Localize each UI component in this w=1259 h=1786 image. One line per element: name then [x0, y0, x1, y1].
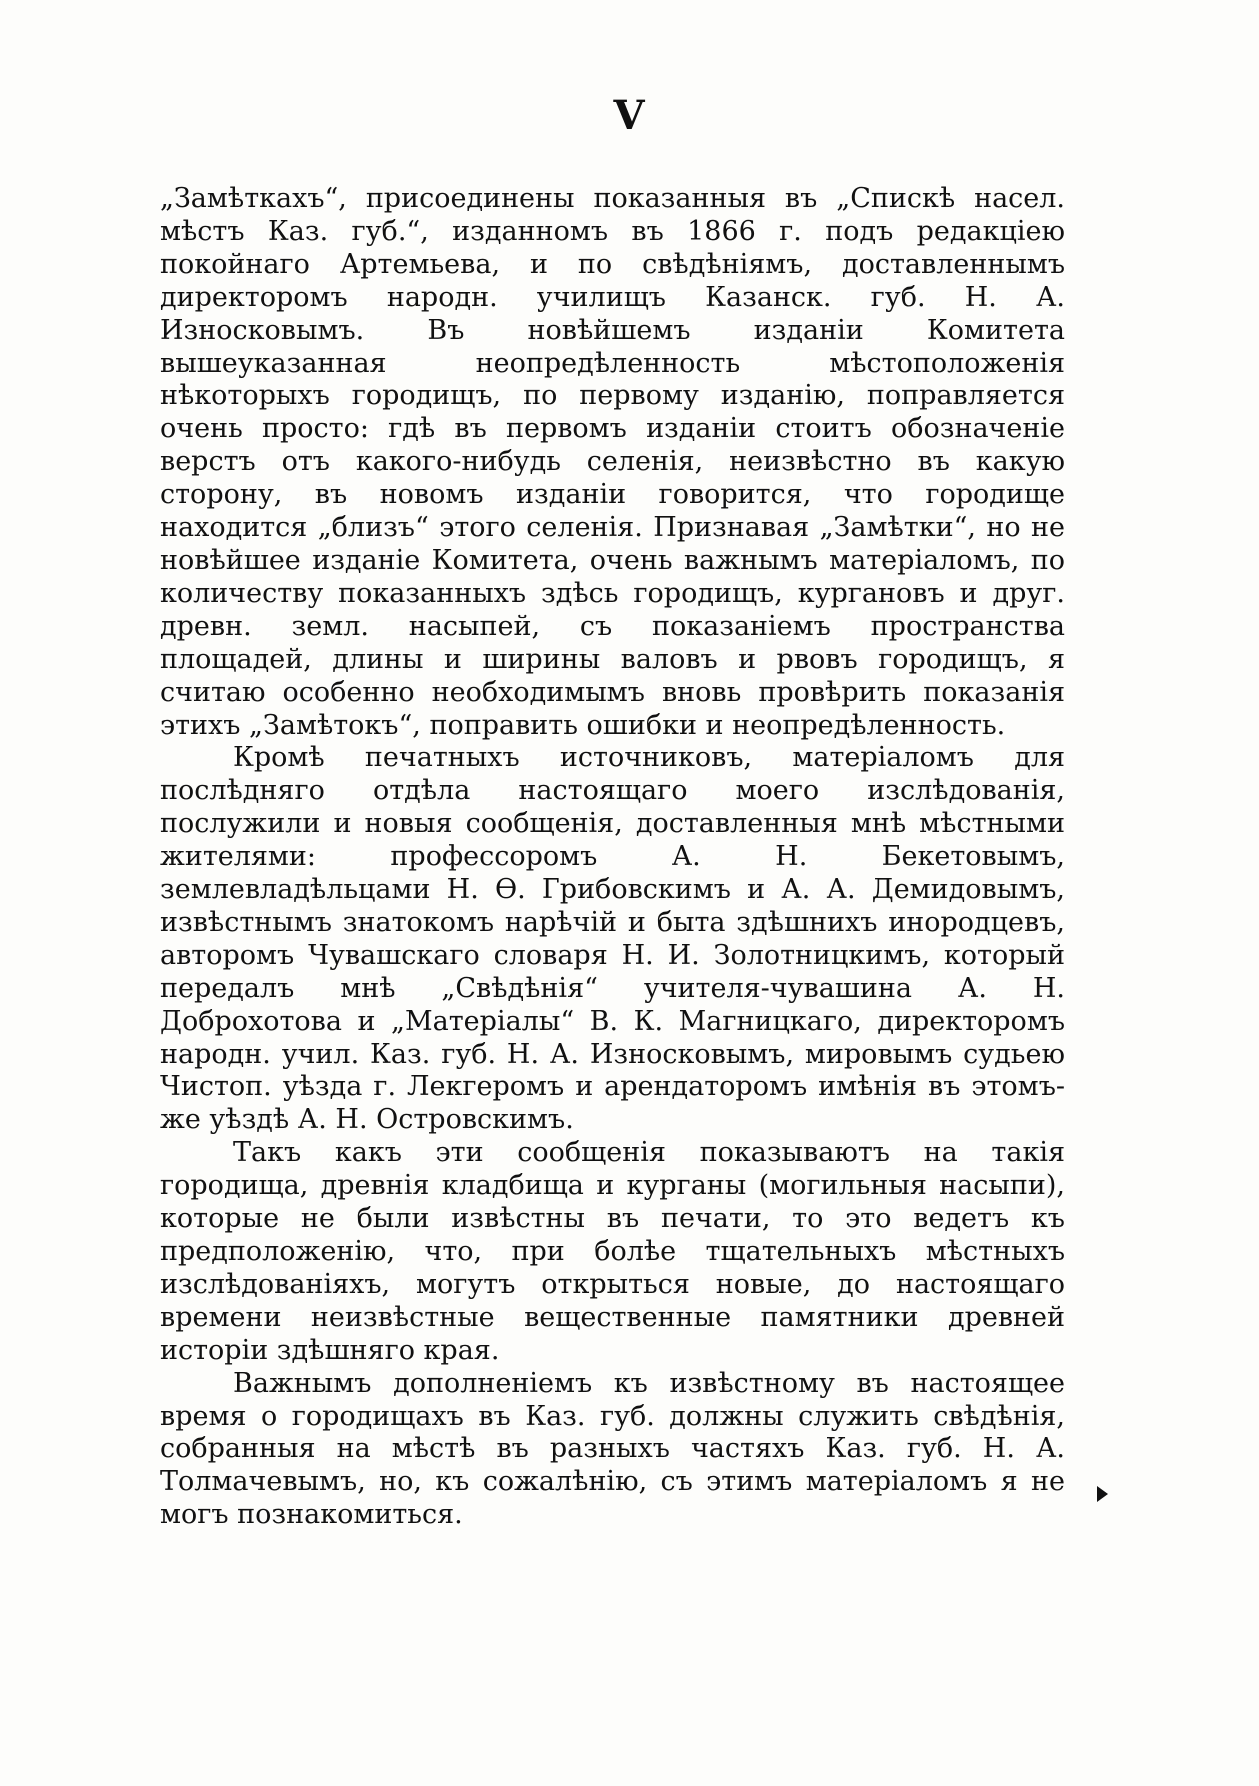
body-text [160, 183, 1065, 1532]
paragraph-1: „Замѣткахъ“, присоединены показанныя въ „Спискѣ насел. мѣстъ Каз. губ.“, изданномъ въ 1866 г. подъ редакціею покойнаго Артемьева, и по свѣдѣніямъ, доставленнымъ директоромъ народн. училищъ Казанск. губ. Н. А. Износковымъ. Въ новѣйшемъ изданіи Комитета вышеуказанная неопредѣленность мѣстоположенія нѣкоторыхъ городищъ, по первому изданію, поправляется очень просто: гдѣ въ первомъ изданіи стоитъ обозначеніе верстъ отъ какого-нибудь селенія, неизвѣстно въ какую сторону, въ новомъ изданіи говорится, что городище находится „близъ“ этого селенія. Признавая „Замѣтки“, но не новѣйшее изданіе Комитета, очень важнымъ матеріаломъ, по количеству показанныхъ здѣсь городищъ, кургановъ и друг. древн. земл. насыпей, съ показаніемъ пространства площадей, длины и ширины валовъ и рвовъ городищъ, я считаю особенно необходимымъ вновь провѣрить показанія этихъ „Замѣтокъ“, поправить ошибки и неопредѣленность. [160, 183, 1065, 741]
page-number: V [613, 92, 646, 139]
margin-arrow-icon [1097, 1486, 1108, 1502]
paragraph-2: Кромѣ печатныхъ источниковъ, матеріаломъ для послѣдняго отдѣла настоящаго моего изслѣдованія, послужили и новыя сообщенія, доставленныя мнѣ мѣстными жителями: профессоромъ А. Н. Бекетовымъ, землевладѣльцами Н. Ѳ. Грибовскимъ и А. А. Демидовымъ, извѣстнымъ знатокомъ нарѣчій и быта здѣшнихъ инородцевъ, авторомъ Чувашскаго словаря Н. И. Золотницкимъ, который передалъ мнѣ „Свѣдѣнія“ учителя-чувашина А. Н. Доброхотова и „Матеріалы“ В. К. Магницкаго, директоромъ народн. учил. Каз. губ. Н. А. Износковымъ, мировымъ судьею Чистоп. уѣзда г. Лекгеромъ и арендаторомъ имѣнія въ этомъ-же уѣздѣ А. Н. Островскимъ. [160, 742, 1065, 1136]
paragraph-4: Важнымъ дополненіемъ къ извѣстному въ настоящее время о городищахъ въ Каз. губ. должны служить свѣдѣнія, собранныя на мѣстѣ въ разныхъ частяхъ Каз. губ. Н. А. Толмачевымъ, но, къ сожалѣнію, съ этимъ матеріаломъ я не могъ познакомиться. [160, 1367, 1065, 1531]
paragraph-3: Такъ какъ эти сообщенія показываютъ на такія городища, древнія кладбища и курганы (могильныя насыпи), которые не были извѣстны въ печати, то это ведетъ къ предположенію, что, при болѣе тщательныхъ мѣстныхъ изслѣдованіяхъ, могутъ открыться новые, до настоящаго времени неизвѣстные вещественные памятники древней исторіи здѣшняго края. [160, 1137, 1065, 1366]
